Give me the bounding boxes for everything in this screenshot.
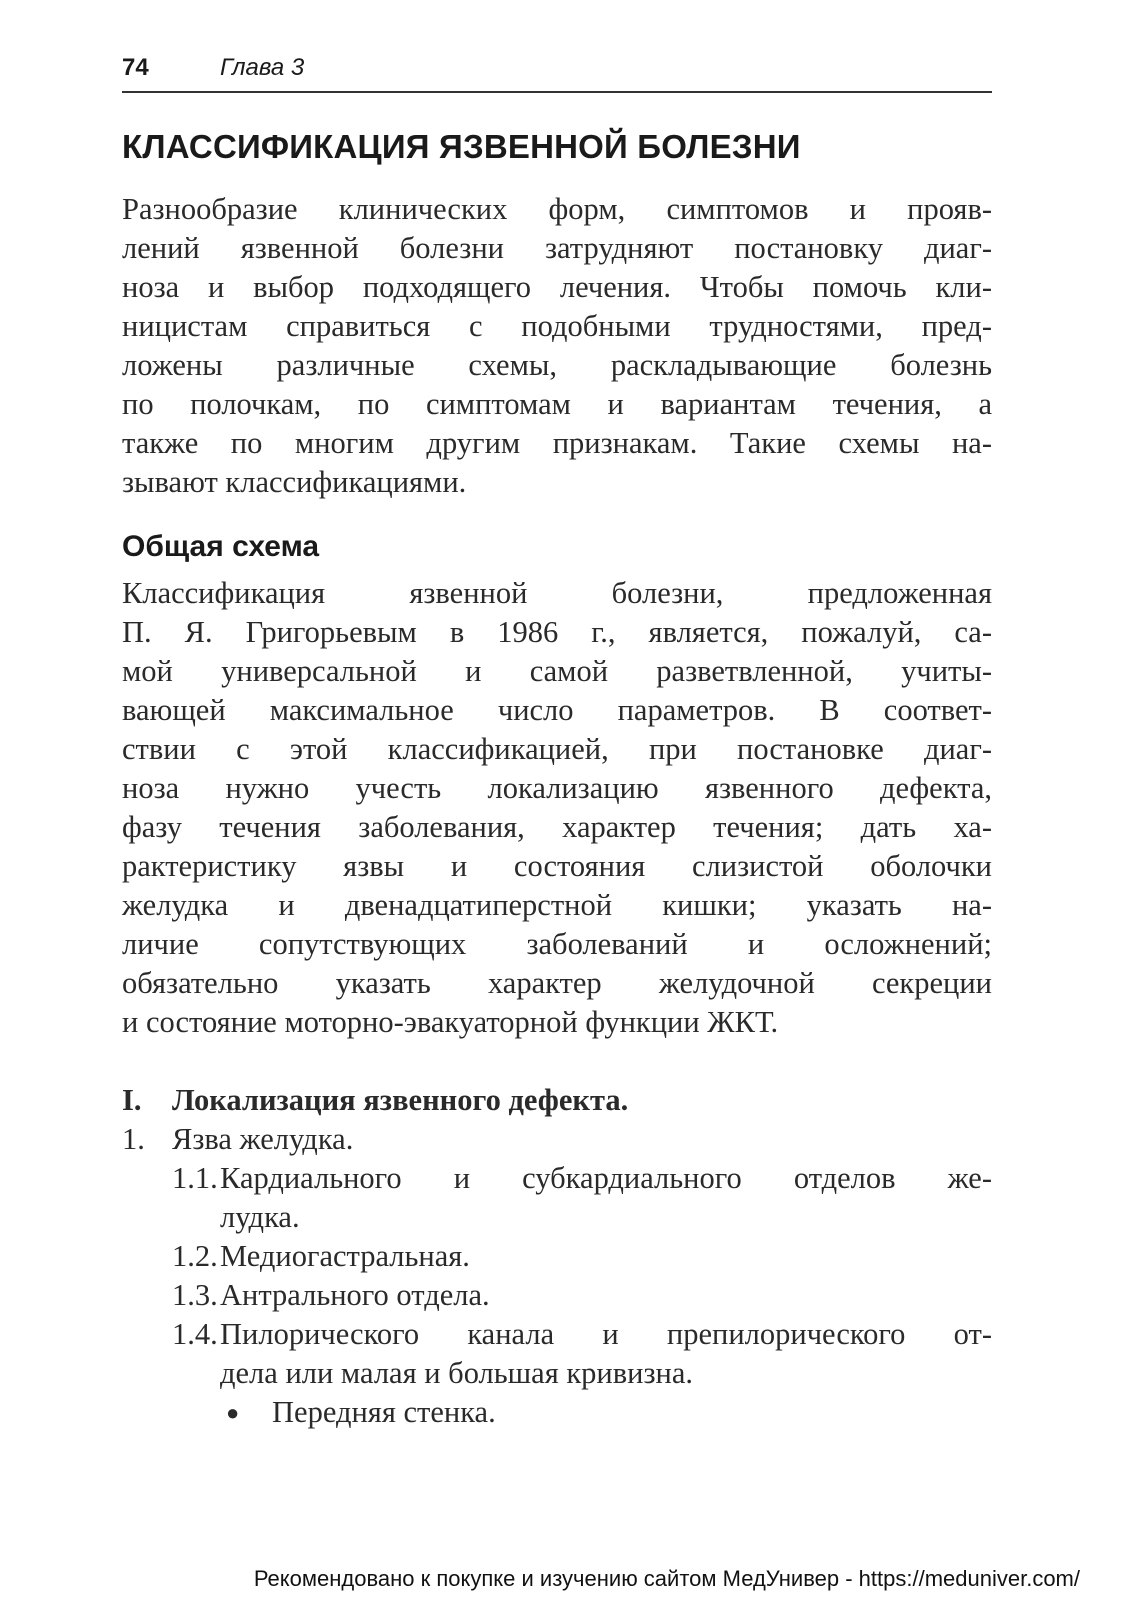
list-continuation [122, 1354, 992, 1393]
list-text: дела или малая и большая кривизна. [220, 1356, 694, 1390]
list-number: 1. [122, 1122, 145, 1156]
section-title: КЛАССИФИКАЦИЯ ЯЗВЕННОЙ БОЛЕЗНИ [122, 128, 801, 165]
footer-watermark-text: Рекомендовано к покупке и изучению сайтом МедУнивер - https://meduniver.com/ [253, 1566, 1080, 1591]
running-header [122, 54, 992, 88]
text-line: фазу течения заболевания, характер течения; дать ха- [122, 810, 992, 844]
list-subitem [122, 1237, 992, 1276]
body-paragraph [122, 574, 992, 1042]
text-line: желудка и двенадцатиперстной кишки; указать на- [122, 888, 992, 922]
text-line: зывают классификациями. [122, 465, 467, 499]
list-number: 1.1. [172, 1161, 218, 1195]
bullet-icon: ● [226, 1400, 240, 1425]
list-text: Пилорического канала и препилорического от- [220, 1317, 992, 1351]
classification-list [122, 1081, 992, 1432]
list-subitem [122, 1159, 992, 1198]
list-item [122, 1120, 992, 1159]
list-text: Передняя стенка. [272, 1395, 496, 1429]
text-line: личие сопутствующих заболеваний и осложнений; [122, 927, 992, 961]
text-line: Разнообразие клинических форм, симптомов и прояв- [122, 192, 992, 226]
list-number: 1.4. [172, 1317, 218, 1351]
text-line: Классификация язвенной болезни, предложенная [122, 576, 992, 610]
text-line: ноза нужно учесть локализацию язвенного дефекта, [122, 771, 992, 805]
list-text: Локализация язвенного дефекта. [172, 1083, 629, 1117]
chapter-label: Глава 3 [220, 54, 305, 81]
list-text: Кардиального и субкардиального отделов же- [220, 1161, 992, 1195]
text-line: и состояние моторно-эвакуаторной функции ЖКТ. [122, 1005, 779, 1039]
text-line: по полочкам, по симптомам и вариантам течения, а [122, 387, 992, 421]
intro-paragraph [122, 190, 992, 502]
list-text: лудка. [220, 1200, 300, 1234]
list-subitem [122, 1315, 992, 1354]
list-number: 1.2. [172, 1239, 218, 1273]
list-section-heading [122, 1081, 992, 1120]
list-subitem [122, 1276, 992, 1315]
header-rule [122, 91, 992, 93]
text-line: П. Я. Григорьевым в 1986 г., является, пожалуй, са- [122, 615, 992, 649]
page-number: 74 [122, 54, 149, 81]
text-line: ствии с этой классификацией, при постановке диаг- [122, 732, 992, 766]
list-number: I. [122, 1083, 142, 1117]
list-bullet-item [122, 1393, 992, 1432]
text-line: мой универсальной и самой разветвленной, учиты- [122, 654, 992, 688]
text-line: ноза и выбор подходящего лечения. Чтобы помочь кли- [122, 270, 992, 304]
list-continuation [122, 1198, 992, 1237]
list-number: 1.3. [172, 1278, 218, 1312]
text-line: рактеристику язвы и состояния слизистой оболочки [122, 849, 992, 883]
list-text: Медиогастральная. [220, 1239, 470, 1273]
text-line: лений язвенной болезни затрудняют постановку диаг- [122, 231, 992, 265]
text-line: ложены различные схемы, раскладывающие болезнь [122, 348, 992, 382]
list-text: Антрального отдела. [220, 1278, 490, 1312]
subsection-title: Общая схема [122, 530, 320, 563]
text-line: вающей максимальное число параметров. В соответ- [122, 693, 992, 727]
text-line: обязательно указать характер желудочной секреции [122, 966, 992, 1000]
list-text: Язва желудка. [172, 1122, 354, 1156]
text-line: также по многим другим признакам. Такие схемы на- [122, 426, 992, 460]
text-line: ницистам справиться с подобными трудностями, пред- [122, 309, 992, 343]
